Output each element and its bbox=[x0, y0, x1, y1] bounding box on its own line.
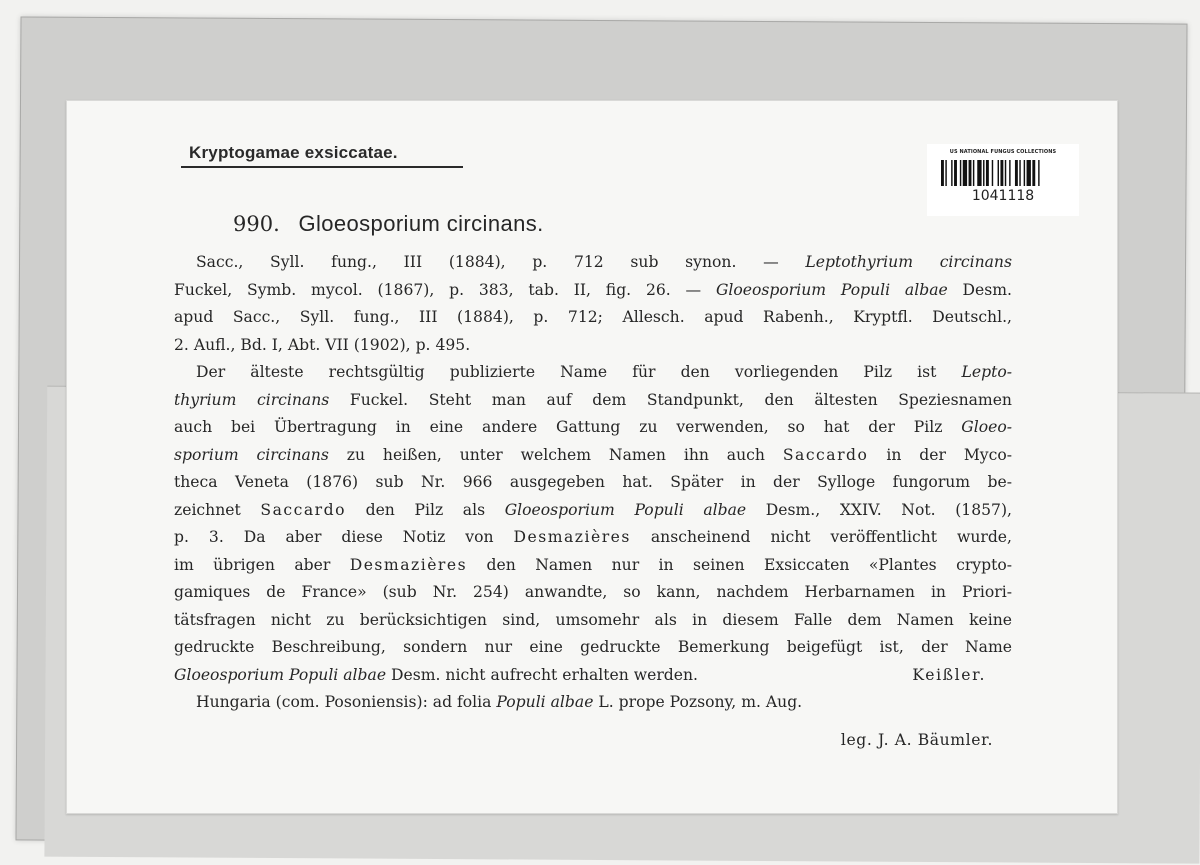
specimen-label bbox=[66, 100, 1118, 814]
barcode-bar bbox=[941, 160, 944, 186]
barcode-bar bbox=[1005, 160, 1006, 186]
barcode-bar bbox=[960, 160, 961, 186]
text-lines bbox=[174, 249, 1012, 662]
locality-line bbox=[174, 689, 1012, 717]
barcode-bar bbox=[1027, 160, 1031, 186]
barcode-bar bbox=[1000, 160, 1003, 186]
barcode-bar bbox=[951, 160, 952, 186]
text-run: anscheinend nicht veröffentlicht wurde, bbox=[630, 528, 1012, 546]
barcode-bar bbox=[998, 160, 999, 186]
text-line bbox=[174, 359, 1012, 387]
barcode-bar bbox=[992, 160, 993, 186]
text-run: Der älteste rechtsgültig publizierte Name für den vorliegenden Pilz ist bbox=[196, 363, 962, 381]
text-run: theca Veneta (1876) sub Nr. 966 ausgegeben hat. Später in der Sylloge fungorum be- bbox=[174, 473, 1012, 491]
barcode-bar bbox=[969, 160, 972, 186]
text-run: auch bei Übertragung in eine andere Gattung zu verwenden, so hat der Pilz bbox=[174, 418, 962, 436]
taxon-name: thyrium circinans bbox=[174, 390, 330, 409]
text-run: tätsfragen nicht zu berücksichtigen sind, umsomehr als in diesem Falle dem Namen keine bbox=[174, 610, 1012, 629]
barcode-bar bbox=[977, 160, 981, 186]
text-run: zeichnet bbox=[174, 500, 261, 519]
text-line bbox=[174, 442, 1012, 470]
text-run: zu heißen, unter welchem Namen ihn auch bbox=[328, 445, 783, 464]
text-run: den Namen nur in seinen Exsiccaten «Plantes crypto- bbox=[467, 555, 1012, 574]
text-line bbox=[174, 249, 1012, 277]
barcode-bar bbox=[954, 160, 957, 186]
taxon-name: Leptothyrium circinans bbox=[805, 253, 1012, 271]
barcode-number: 1041118 bbox=[971, 188, 1035, 204]
taxon-name: Gloeo- bbox=[961, 418, 1012, 436]
final-line-rest: Desm. nicht aufrecht erhalten werden. bbox=[386, 665, 699, 684]
text-run: gamiques de France» (sub Nr. 254) anwandte, so kann, nachdem Herbarnamen in Priori- bbox=[174, 583, 1012, 601]
text-line bbox=[174, 497, 1012, 525]
barcode-bar bbox=[983, 160, 984, 186]
text-line bbox=[174, 469, 1012, 497]
species-name: Gloeosporium circinans. bbox=[298, 211, 544, 236]
text-line bbox=[174, 524, 1012, 552]
text-run: in der Myco- bbox=[868, 445, 1013, 464]
barcode-bar bbox=[945, 160, 946, 186]
text-line bbox=[174, 634, 1012, 662]
text-line bbox=[174, 414, 1012, 442]
barcode-icon bbox=[941, 160, 1069, 186]
text-run: L. prope Pozsony, m. Aug. bbox=[593, 693, 803, 711]
text-line bbox=[174, 689, 1012, 717]
series-underline bbox=[181, 166, 463, 168]
text-line bbox=[174, 579, 1012, 607]
text-run: apud Sacc., Syll. fung., III (1884), p. 712; Allesch. apud Rabenh., Kryptfl. Deutschl., bbox=[174, 308, 1012, 326]
taxon-name: sporium circinans bbox=[174, 445, 329, 464]
taxon-name: Populi albae bbox=[496, 693, 594, 711]
text-run: 2. Aufl., Bd. I, Abt. VII (1902), p. 495. bbox=[174, 335, 471, 354]
final-line-text bbox=[174, 662, 698, 690]
final-line bbox=[174, 662, 1012, 690]
series-title: Kryptogamae exsiccatae. bbox=[189, 143, 398, 162]
text-run: Fuckel, Symb. mycol. (1867), p. 383, tab. II, fig. 26. — bbox=[174, 280, 716, 299]
barcode-bar bbox=[963, 160, 967, 186]
text-run: den Pilz als bbox=[345, 500, 505, 519]
text-line bbox=[174, 277, 1012, 305]
author-signature: Keißler. bbox=[912, 665, 986, 684]
barcode-bar bbox=[973, 160, 974, 186]
barcode-header: US NATIONAL FUNGUS COLLECTIONS bbox=[949, 149, 1057, 155]
text-run: gedruckte Beschreibung, sondern nur eine gedruckte Bemerkung beigefügt ist, der Name bbox=[174, 638, 1012, 656]
text-run: im übrigen aber bbox=[174, 555, 350, 574]
text-run: Fuckel. Steht man auf dem Standpunkt, den ältesten Speziesnamen bbox=[329, 390, 1012, 409]
barcode-sticker bbox=[927, 144, 1079, 216]
text-run: Desm., XXIV. Not. (1857), bbox=[746, 500, 1013, 519]
text-line bbox=[174, 332, 1012, 360]
final-line-taxon: Gloeosporium Populi albae bbox=[174, 665, 387, 684]
barcode-bar bbox=[1009, 160, 1010, 186]
taxon-name: Gloeosporium Populi albae bbox=[504, 500, 747, 519]
person-name: Desmazières bbox=[349, 555, 468, 574]
text-run: p. 3. Da aber diese Notiz von bbox=[174, 528, 514, 546]
barcode-bar bbox=[1019, 160, 1020, 186]
person-name: Saccardo bbox=[260, 500, 346, 519]
exsiccata-number: 990. bbox=[233, 212, 280, 236]
text-run: Desm. bbox=[947, 280, 1013, 299]
taxon-name: Gloeosporium Populi albae bbox=[715, 280, 948, 299]
barcode-bar bbox=[1038, 160, 1039, 186]
barcode-bar bbox=[1032, 160, 1035, 186]
text-line bbox=[174, 552, 1012, 580]
barcode-bar bbox=[1015, 160, 1018, 186]
text-line bbox=[174, 304, 1012, 332]
label-text bbox=[174, 249, 1012, 717]
species-heading bbox=[233, 211, 544, 237]
barcode-bar bbox=[1024, 160, 1025, 186]
person-name: Desmazières bbox=[513, 528, 631, 546]
text-line bbox=[174, 607, 1012, 635]
collector: leg. J. A. Bäumler. bbox=[840, 731, 993, 749]
taxon-name: Lepto- bbox=[961, 363, 1012, 381]
text-run: Hungaria (com. Posoniensis): ad folia bbox=[196, 693, 497, 711]
text-line bbox=[174, 387, 1012, 415]
text-run: Sacc., Syll. fung., III (1884), p. 712 sub synon. — bbox=[196, 253, 806, 271]
person-name: Saccardo bbox=[782, 445, 869, 464]
barcode-bar bbox=[986, 160, 989, 186]
